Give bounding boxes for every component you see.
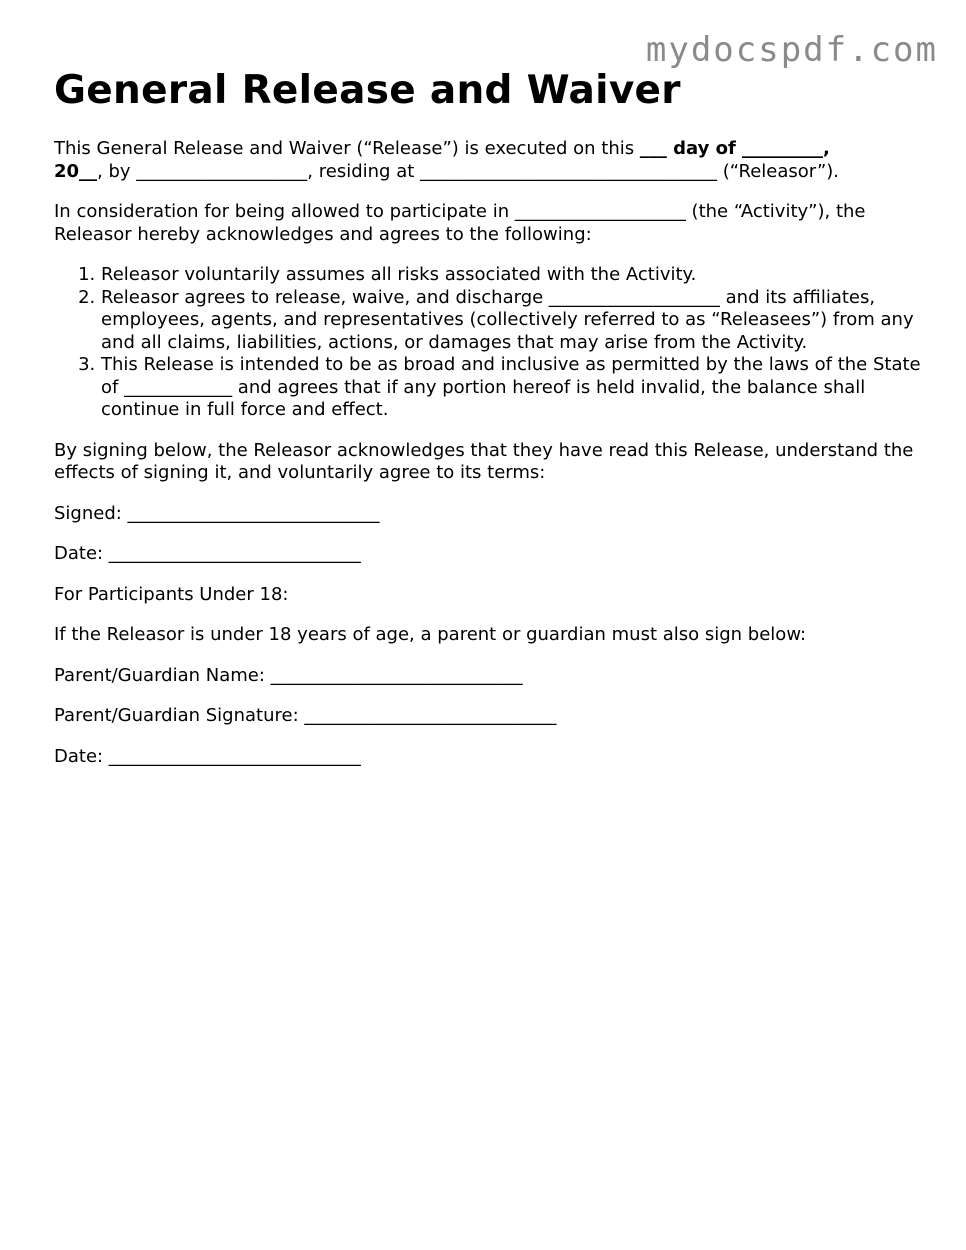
intro-year-blank: 20__	[54, 160, 98, 182]
consideration-paragraph: In consideration for being allowed to participate in ___________________ (the “Activity”), the Releasor hereby acknowledges and agrees to the following:	[54, 201, 866, 245]
document-page	[54, 68, 924, 768]
intro-paragraph	[54, 138, 924, 183]
acknowledgement-paragraph: By signing below, the Releasor acknowledges that they have read this Release, understand the effects of signing it, and voluntarily agree to its terms:	[54, 439, 914, 483]
signed-line: Signed: ____________________________	[54, 502, 380, 524]
guardian-name-line: Parent/Guardian Name: ____________________________	[54, 664, 523, 686]
intro-text-2: , by ___________________, residing at _________________________________ (“Releasor”).	[97, 160, 840, 182]
watermark: mydocspdf.com	[645, 30, 938, 70]
guardian-signature-line: Parent/Guardian Signature: ____________________________	[54, 705, 557, 726]
intro-date-blank: ___ day of _________,	[639, 138, 830, 159]
minors-note: If the Releasor is under 18 years of age, a parent or guardian must also sign below:	[54, 624, 807, 645]
guardian-date-line: Date: ____________________________	[54, 745, 361, 767]
list-item: 2. Releasor agrees to release, waive, and discharge ___________________ and its affiliates, employees, agents, and representatives (collectively referred to as “Releasees”) from any and all claims, liabilities, actions, or damages that may arise from the Activity.	[101, 287, 924, 355]
list-item: 3. This Release is intended to be as broad and inclusive as permitted by the laws of the State of ____________ and agrees that if any portion hereof is held invalid, the balance shall continue in full force and effect.	[101, 354, 924, 422]
list-item: 1. Releasor voluntarily assumes all risks associated with the Activity.	[101, 264, 924, 287]
document-title: General Release and Waiver	[54, 68, 681, 113]
intro-text-1: This General Release and Waiver (“Release”) is executed on this	[54, 138, 640, 159]
minors-heading: For Participants Under 18:	[54, 583, 289, 605]
terms-list	[54, 264, 924, 422]
date-line: Date: ____________________________	[54, 543, 361, 564]
